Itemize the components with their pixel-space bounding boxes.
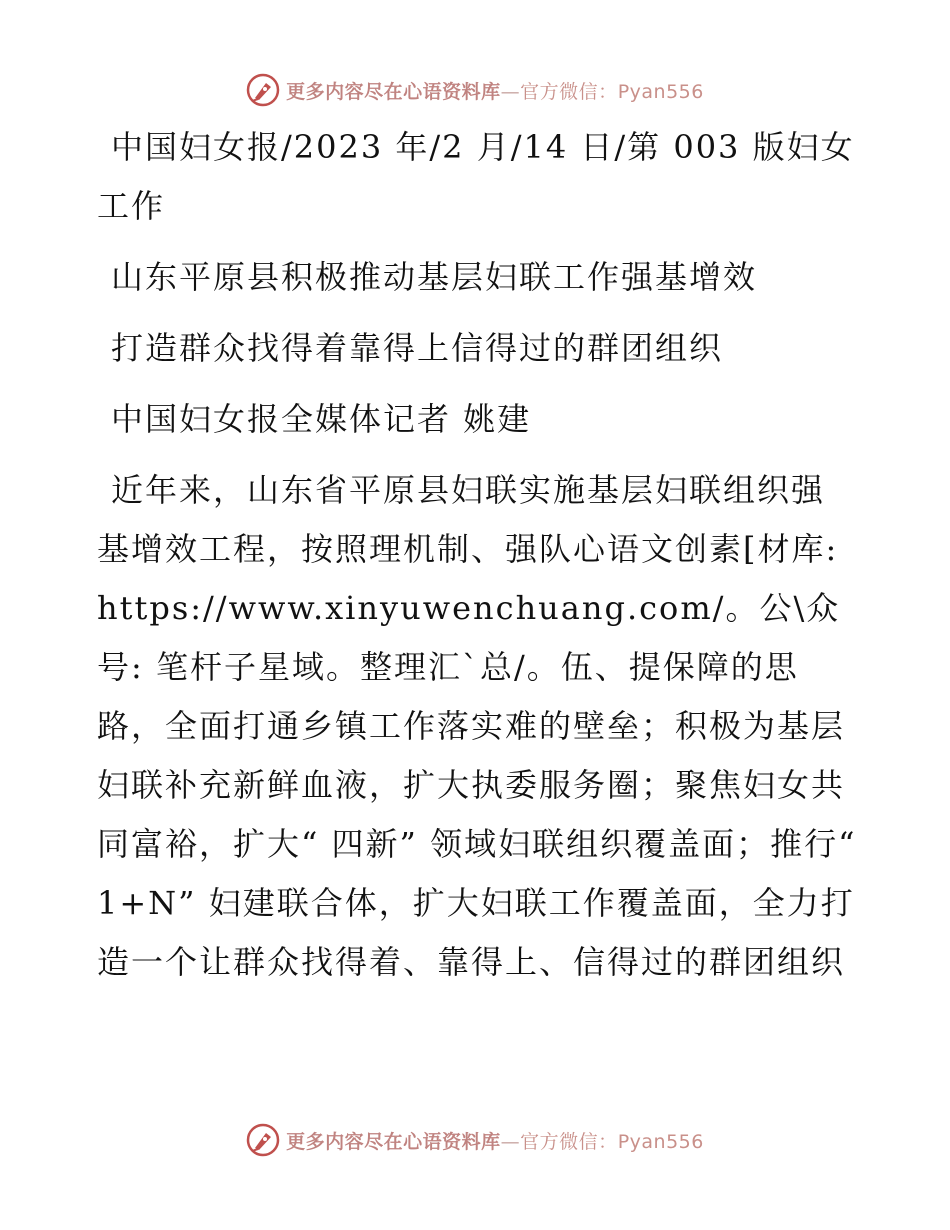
watermark-wechat-id: Pyan556: [617, 80, 704, 103]
watermark-separator: —: [500, 1130, 521, 1153]
article-title: 山东平原县积极推动基层妇联工作强基增效: [111, 258, 758, 296]
article-subtitle: 打造群众找得着靠得上信得过的群团组织: [111, 329, 724, 367]
pen-nib-logo-icon: [246, 73, 280, 107]
watermark-separator: —: [500, 80, 521, 103]
watermark-main-text: 更多内容尽在心语资料库: [286, 1130, 501, 1153]
article-body: 近年来，山东省平原县妇联实施基层妇联组织强基增效工程，按照理机制、强队心语文创素[材库: https://www.xinyuwenchuang.com/。公\众号: 笔杆子星域。整理汇`总/。伍、提保障的思路，全面打通乡镇工作落实难的壁垒；积极为基层妇联补充新鲜血液，扩大执委服务圈；聚焦妇女共同富裕，扩大“ 四新” 领域妇联组织覆盖面；推行“ 1+N” 妇建联合体，扩大妇联工作覆盖面，全力打造一个让群众找得着、靠得上、信得过的群团组织: [97, 471, 857, 981]
publication-headline: 中国妇女报/2023 年/2 月/14 日/第 003 版妇女工作: [97, 128, 855, 225]
pen-nib-logo-icon: [246, 1123, 280, 1157]
watermark-text: [286, 77, 704, 104]
watermark-wechat-id: Pyan556: [617, 1130, 704, 1153]
watermark-main-text: 更多内容尽在心语资料库: [286, 80, 501, 103]
article-content: [97, 118, 857, 992]
header-watermark-banner: [0, 70, 950, 110]
watermark-wechat-label: 官方微信：: [520, 80, 618, 103]
footer-watermark-banner: [0, 1120, 950, 1160]
article-byline: 中国妇女报全媒体记者 姚建: [111, 400, 532, 438]
watermark-text: [286, 1127, 704, 1154]
watermark-wechat-label: 官方微信：: [520, 1130, 618, 1153]
